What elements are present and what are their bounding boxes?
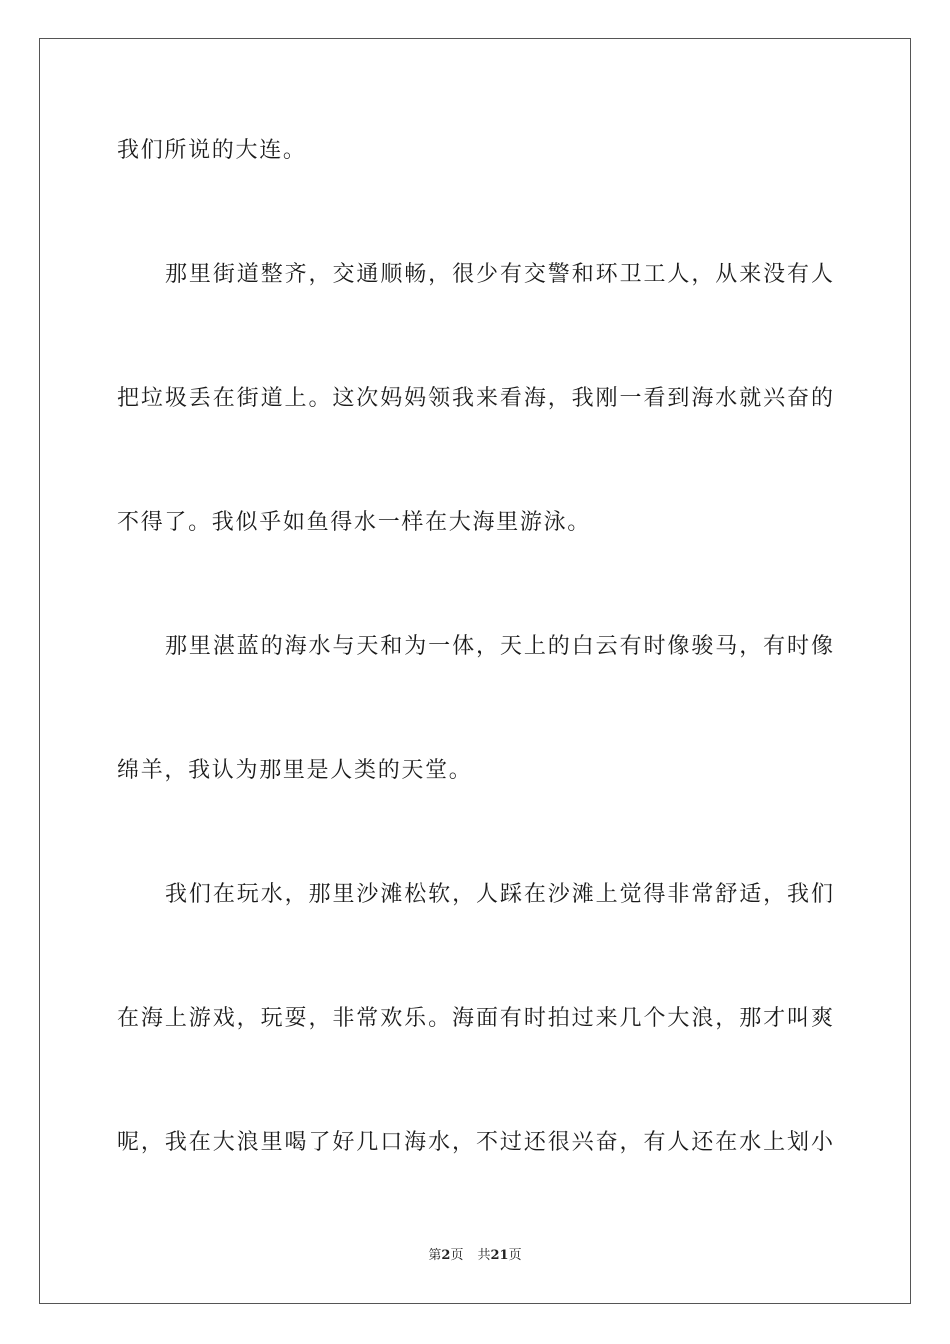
text-line: 我们所说的大连。	[117, 138, 307, 163]
page-prefix: 第	[428, 1248, 442, 1263]
current-page-number: 2	[441, 1248, 451, 1263]
total-prefix: 共	[477, 1248, 491, 1263]
page-footer	[0, 1246, 950, 1266]
text-line: 呢，我在大浪里喝了好几口海水，不过还很兴奋，有人还在水上划小	[117, 1130, 833, 1155]
text-line: 我们在玩水，那里沙滩松软，人踩在沙滩上觉得非常舒适，我们	[165, 882, 833, 907]
text-line: 不得了。我似乎如鱼得水一样在大海里游泳。	[117, 510, 592, 535]
text-line: 那里湛蓝的海水与天和为一体，天上的白云有时像骏马，有时像	[165, 634, 833, 659]
total-page-count: 21	[490, 1248, 509, 1263]
total-suffix: 页	[508, 1248, 522, 1263]
text-line: 那里街道整齐，交通顺畅，很少有交警和环卫工人，从来没有人	[165, 262, 833, 287]
page-border	[39, 38, 911, 1304]
text-line: 绵羊，我认为那里是人类的天堂。	[117, 758, 473, 783]
text-line: 把垃圾丢在街道上。这次妈妈领我来看海，我刚一看到海水就兴奋的	[117, 386, 833, 411]
text-line: 在海上游戏，玩耍，非常欢乐。海面有时拍过来几个大浪，那才叫爽	[117, 1006, 833, 1031]
page-suffix: 页	[450, 1248, 464, 1263]
